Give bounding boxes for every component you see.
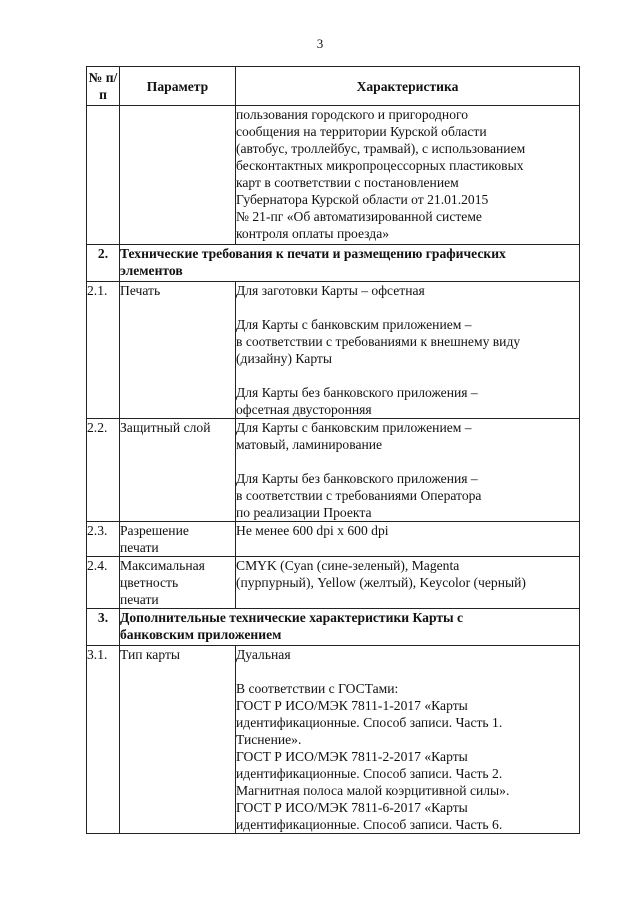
section-row <box>87 609 580 646</box>
text-line: цветность <box>120 575 179 590</box>
text-line: Дополнительные технические характеристики Карты с <box>120 610 464 625</box>
row-number: 2.2. <box>87 419 120 522</box>
text-line: элементов <box>120 263 183 278</box>
text-line: идентификационные. Способ записи. Часть 2. <box>236 766 503 781</box>
text-line: матовый, ламинирование <box>236 437 383 452</box>
text-line: ГОСТ Р ИСО/МЭК 7811-6-2017 «Карты <box>236 800 468 815</box>
text-line: Для Карты без банковского приложения – <box>236 385 478 400</box>
text-line: в соответствии с требованиями к внешнему виду <box>236 334 521 349</box>
text-line: В соответствии с ГОСТами: <box>236 681 399 696</box>
text-line: (автобус, троллейбус, трамвай), с использованием <box>236 141 526 156</box>
row-number: 2.1. <box>87 282 120 419</box>
spec-table <box>86 66 580 834</box>
row-parameter: Печать <box>120 282 236 419</box>
table-row <box>87 522 580 557</box>
text-line: (дизайну) Карты <box>236 351 333 366</box>
row-parameter <box>120 522 236 557</box>
text-line: в соответствии с требованиями Оператора <box>236 488 482 503</box>
row-parameter: Защитный слой <box>120 419 236 522</box>
text-line: Для заготовки Карты – офсетная <box>236 283 425 298</box>
row-characteristic <box>236 419 580 522</box>
text-line: № 21-пг «Об автоматизированной системе <box>236 209 482 224</box>
row-characteristic <box>236 646 580 834</box>
text-line: бесконтактных микропроцессорных пластиковых <box>236 158 524 173</box>
text-line: идентификационные. Способ записи. Часть 1. <box>236 715 503 730</box>
page-number: 3 <box>316 36 324 51</box>
text-line: идентификационные. Способ записи. Часть 6. <box>236 817 503 832</box>
header-characteristic: Характеристика <box>236 67 580 106</box>
section-title <box>120 245 580 282</box>
row-number: 2.3. <box>87 522 120 557</box>
text-line: Для Карты с банковским приложением – <box>236 420 472 435</box>
text-line: ГОСТ Р ИСО/МЭК 7811-1-2017 «Карты <box>236 698 468 713</box>
row-characteristic <box>236 282 580 419</box>
row-parameter <box>120 106 236 245</box>
row-number: 3.1. <box>87 646 120 834</box>
row-characteristic <box>236 106 580 245</box>
text-line: Для Карты с банковским приложением – <box>236 317 472 332</box>
text-line: Дуальная <box>236 647 291 662</box>
row-number <box>87 106 120 245</box>
text-line: печати <box>120 592 159 607</box>
row-characteristic <box>236 557 580 609</box>
header-parameter: Параметр <box>120 67 236 106</box>
text-line: Разрешение <box>120 523 189 538</box>
header-number: № п/п <box>87 67 120 106</box>
table-row <box>87 557 580 609</box>
section-number: 2. <box>87 245 120 282</box>
text-line: контроля оплаты проезда» <box>236 226 390 241</box>
text-line: (пурпурный), Yellow (желтый), Keycolor (черный) <box>236 575 526 590</box>
row-parameter <box>120 557 236 609</box>
table-header-row <box>87 67 580 106</box>
row-characteristic <box>236 522 580 557</box>
text-line: банковским приложением <box>120 627 282 642</box>
text-line: карт в соответствии с постановлением <box>236 175 459 190</box>
text-line: пользования городского и пригородного <box>236 107 469 122</box>
table-row <box>87 282 580 419</box>
text-line: Магнитная полоса малой коэрцитивной силы». <box>236 783 510 798</box>
text-line: Для Карты без банковского приложения – <box>236 471 478 486</box>
text-line: по реализации Проекта <box>236 505 372 520</box>
text-line: Не менее 600 dpi x 600 dpi <box>236 523 389 538</box>
text-line: CMYK (Cyan (сине-зеленый), Magenta <box>236 558 460 573</box>
text-line: ГОСТ Р ИСО/МЭК 7811-2-2017 «Карты <box>236 749 468 764</box>
text-line: печати <box>120 540 159 555</box>
text-line: офсетная двусторонняя <box>236 402 372 417</box>
section-title <box>120 609 580 646</box>
text-line: Губернатора Курской области от 21.01.2015 <box>236 192 489 207</box>
text-line: Тиснение». <box>236 732 302 747</box>
section-number: 3. <box>87 609 120 646</box>
table-row <box>87 646 580 834</box>
table-row <box>87 419 580 522</box>
section-row <box>87 245 580 282</box>
table-row <box>87 106 580 245</box>
text-line: Максимальная <box>120 558 205 573</box>
text-line: Технические требования к печати и размещению графических <box>120 246 506 261</box>
text-line: сообщения на территории Курской области <box>236 124 487 139</box>
row-parameter: Тип карты <box>120 646 236 834</box>
row-number: 2.4. <box>87 557 120 609</box>
